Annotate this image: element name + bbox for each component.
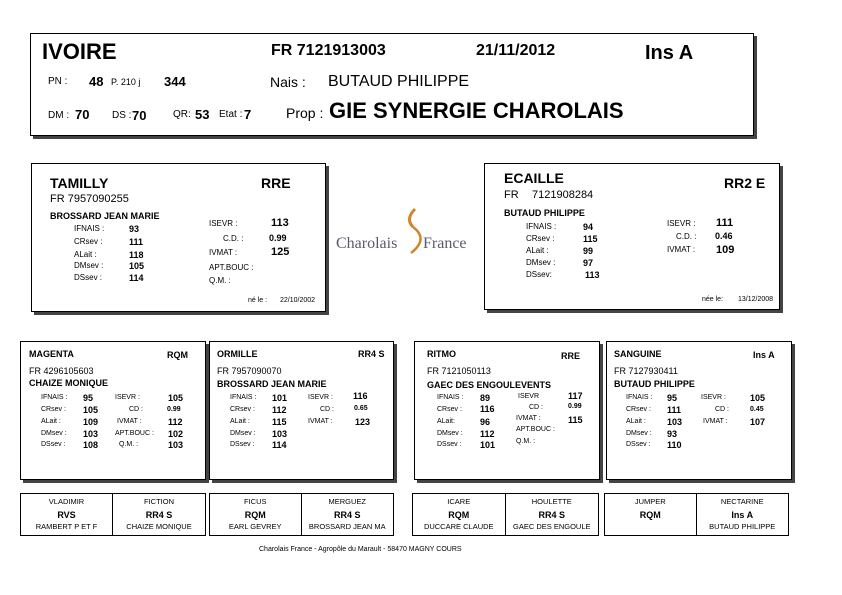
dam-alait: 99 <box>583 246 594 256</box>
gp-alait: 103 <box>667 417 683 427</box>
dam-cd-label: C.D. : <box>676 232 697 241</box>
gp-ivmat-label: IVMAT : <box>117 418 142 425</box>
gp-qm: 103 <box>168 440 184 450</box>
dm-label: DM : <box>48 110 70 121</box>
p210-value: 344 <box>164 74 186 89</box>
ggp-group-3 <box>412 493 599 536</box>
prop-value: GIE SYNERGIE CHAROLAIS <box>329 98 624 123</box>
ggp-name: MERGUEZ <box>328 497 366 506</box>
sire-id: FR 7957090255 <box>50 193 129 205</box>
gp-qm-label: Q.M. : <box>516 438 536 445</box>
gp-crsev: 112 <box>272 405 287 415</box>
gp-qualif: RQM <box>167 350 188 360</box>
gp-card-magenta <box>20 341 206 480</box>
gp-dmsev: 103 <box>272 429 288 439</box>
gp-isevr: 105 <box>750 393 766 403</box>
sire-crsev: 111 <box>129 237 144 247</box>
ggp-cell <box>506 494 599 535</box>
gp-ifnais: 89 <box>480 393 491 403</box>
gp-isevr-label: ISEVR <box>518 393 540 400</box>
gp-name: MAGENTA <box>29 349 74 359</box>
sire-cd-label: C.D. : <box>223 234 244 243</box>
pn-label: PN : <box>48 76 68 87</box>
ggp-name: FICTION <box>144 497 174 506</box>
sire-alait: 118 <box>129 250 144 260</box>
gp-dmsev-label: DMsev : <box>626 430 652 437</box>
gp-crsev-label: CRsev : <box>437 406 462 413</box>
ggp-qualif: RQM <box>448 510 470 520</box>
ggp-qualif: Ins A <box>731 510 754 520</box>
gp-cd-label: CD : <box>529 404 543 411</box>
p210-label: P. 210 j <box>111 77 141 87</box>
gp-aptbouc-label: APT.BOUC : <box>516 426 555 433</box>
dm-value: 70 <box>75 107 90 122</box>
gp-qm-label: Q.M. : <box>119 441 139 448</box>
gp-crsev: 105 <box>83 405 99 415</box>
gp-owner: BUTAUD PHILIPPE <box>614 379 695 389</box>
gp-cd: 0.99 <box>167 406 181 413</box>
gp-dssev: 108 <box>83 440 99 450</box>
dam-isevr-label: ISEVR : <box>667 219 696 228</box>
gp-qualif: Ins A <box>753 350 775 360</box>
ggp-name: JUMPER <box>634 497 666 506</box>
gp-ivmat: 123 <box>355 417 371 427</box>
gp-isevr: 105 <box>168 393 184 403</box>
dam-ivmat: 109 <box>716 244 735 256</box>
gp-dssev: 110 <box>667 440 682 450</box>
gp-alait: 115 <box>272 417 287 427</box>
gp-qualif: RR4 S <box>358 349 385 359</box>
gp-ivmat: 115 <box>568 415 583 425</box>
sire-ivmat: 125 <box>271 246 290 258</box>
sire-crsev-label: CRsev : <box>74 237 103 246</box>
animal-id: FR 7121913003 <box>271 42 386 59</box>
gp-name: SANGUINE <box>614 349 662 359</box>
ggp-qualif: RVS <box>57 510 76 520</box>
sire-dmsev-label: DMsev : <box>74 261 104 270</box>
gp-ivmat-label: IVMAT : <box>516 415 541 422</box>
gp-ivmat: 112 <box>168 417 183 427</box>
gp-cd: 0.99 <box>568 403 582 410</box>
sire-name: TAMILLY <box>50 175 109 191</box>
dam-ivmat-label: IVMAT : <box>667 245 696 254</box>
dam-crsev: 115 <box>583 234 598 244</box>
ggp-cell <box>302 494 394 535</box>
dam-qualif: RR2 E <box>724 175 766 191</box>
gp-ifnais: 95 <box>83 393 94 403</box>
gp-name: RITMO <box>427 349 456 359</box>
gp-dssev-label: DSsev : <box>41 441 66 448</box>
ggp-owner: EARL GEVREY <box>228 522 282 531</box>
gp-alait-label: ALait : <box>626 418 646 425</box>
gp-id: FR 7957090070 <box>217 366 282 376</box>
ggp-group-1 <box>20 493 206 536</box>
dam-born: 13/12/2008 <box>738 296 774 303</box>
animal-name: IVOIRE <box>42 39 117 64</box>
ggp-name: FICUS <box>244 497 267 506</box>
gp-dssev-label: DSsev : <box>626 441 651 448</box>
gp-ifnais-label: IFNAIS : <box>626 394 653 401</box>
gp-isevr-label: ISEVR : <box>701 394 726 401</box>
sire-alait-label: ALait : <box>74 250 97 259</box>
dam-born-label: née le: <box>702 296 724 303</box>
ggp-owner: CHAIZE MONIQUE <box>126 522 192 531</box>
gp-card-ormille <box>209 341 394 480</box>
animal-header-card <box>30 33 754 136</box>
charolais-france-logo <box>333 205 478 265</box>
ggp-qualif: RR4 S <box>538 510 565 520</box>
sire-dssev: 114 <box>129 273 144 283</box>
sire-qm-label: Q.M. : <box>209 276 231 285</box>
ggp-owner: BUTAUD PHILIPPE <box>709 522 776 531</box>
dam-id-prefix: FR <box>504 189 519 201</box>
ggp-owner: DUCCARE CLAUDE <box>423 522 494 531</box>
sire-born-label: né le : <box>248 297 268 304</box>
dam-crsev-label: CRsev : <box>526 234 555 243</box>
ggp-owner: BROSSARD JEAN MA <box>308 522 386 531</box>
sire-isevr-label: ISEVR : <box>209 219 238 228</box>
dam-dssev-label: DSsev: <box>526 270 552 279</box>
gp-cd-label: CD : <box>320 406 334 413</box>
dam-ifnais: 94 <box>583 222 594 232</box>
sire-qualif: RRE <box>261 175 291 191</box>
sire-cd: 0.99 <box>269 233 287 243</box>
gp-crsev: 111 <box>667 405 682 415</box>
gp-dmsev: 112 <box>480 429 495 439</box>
gp-ivmat-label: IVMAT : <box>308 418 333 425</box>
ggp-name: ICARE <box>447 497 471 506</box>
gp-dmsev-label: DMsev : <box>41 430 67 437</box>
ds-label: DS : <box>112 110 132 121</box>
dam-dssev: 113 <box>585 270 600 280</box>
gp-alait-label: ALait : <box>41 418 61 425</box>
ggp-cell <box>113 494 205 535</box>
animal-birth-date: 21/11/2012 <box>476 42 556 59</box>
gp-dmsev-label: DMsev : <box>437 430 463 437</box>
sire-isevr: 113 <box>271 217 289 229</box>
ggp-group-4 <box>604 493 789 536</box>
dam-cd: 0.46 <box>715 231 733 241</box>
gp-dssev: 101 <box>480 440 496 450</box>
gp-owner: GAEC DES ENGOULEVENTS <box>427 380 552 390</box>
gp-id: FR 4296105603 <box>29 366 94 376</box>
nais-value: BUTAUD PHILIPPE <box>328 73 470 90</box>
ggp-cell <box>210 494 302 535</box>
sire-ifnais-label: IFNAIS : <box>74 224 105 233</box>
gp-cd: 0.65 <box>354 405 368 412</box>
gp-ifnais-label: IFNAIS : <box>41 394 68 401</box>
gp-dmsev: 103 <box>83 429 99 439</box>
gp-isevr: 117 <box>568 391 583 401</box>
ggp-name: NECTARINE <box>720 497 764 506</box>
dam-dmsev: 97 <box>583 258 594 268</box>
gp-owner: BROSSARD JEAN MARIE <box>217 379 327 389</box>
ggp-owner: GAEC DES ENGOULE <box>512 522 591 531</box>
nais-label: Nais : <box>270 74 306 90</box>
gp-dssev: 114 <box>272 440 287 450</box>
dam-owner: BUTAUD PHILIPPE <box>504 208 585 218</box>
gp-crsev: 116 <box>480 404 495 414</box>
pn-value: 48 <box>89 74 104 89</box>
dam-alait-label: ALait : <box>526 246 549 255</box>
gp-crsev-label: CRsev : <box>626 406 651 413</box>
dam-dmsev-label: DMsev : <box>526 258 556 267</box>
prop-label: Prop : <box>286 105 324 121</box>
gp-dmsev-label: DMsev : <box>230 430 256 437</box>
sire-dmsev: 105 <box>129 261 145 271</box>
qr-value: 53 <box>195 107 210 122</box>
qr-label: QR: <box>173 109 191 120</box>
animal-qualif: Ins A <box>645 42 694 64</box>
etat-value: 7 <box>244 107 252 122</box>
gp-name: ORMILLE <box>217 349 258 359</box>
gp-dmsev: 93 <box>667 429 678 439</box>
gp-aptbouc: 102 <box>168 429 184 439</box>
logo-text-charolais: Charolais <box>336 235 398 252</box>
gp-qualif: RRE <box>561 351 581 361</box>
gp-ivmat: 107 <box>750 417 766 427</box>
gp-card-ritmo <box>414 341 600 480</box>
footer-address: Charolais France - Agropôle du Marault - 58470 MAGNY COURS <box>259 546 462 553</box>
dam-card <box>484 163 780 310</box>
ggp-group-2 <box>209 493 394 536</box>
gp-alait-label: ALait: <box>437 418 455 425</box>
gp-card-sanguine <box>606 341 792 480</box>
gp-aptbouc-label: APT.BOUC : <box>115 430 154 437</box>
sire-aptbouc-label: APT.BOUC : <box>209 263 254 272</box>
dam-ifnais-label: IFNAIS : <box>526 222 557 231</box>
ggp-qualif: RQM <box>639 510 661 520</box>
ggp-cell <box>605 494 697 535</box>
sire-born: 22/10/2002 <box>280 297 316 304</box>
dam-isevr: 111 <box>716 217 734 229</box>
gp-alait: 96 <box>480 417 491 427</box>
gp-ifnais: 101 <box>272 393 288 403</box>
gp-cd-label: CD : <box>129 406 143 413</box>
sire-ifnais: 93 <box>129 224 140 234</box>
dam-name: ECAILLE <box>504 170 564 186</box>
ggp-cell <box>697 494 789 535</box>
gp-crsev-label: CRsev : <box>230 406 255 413</box>
ggp-cell <box>21 494 113 535</box>
gp-isevr-label: ISEVR : <box>308 394 333 401</box>
ggp-name: VLADIMIR <box>48 497 85 506</box>
gp-alait: 109 <box>83 417 99 427</box>
gp-id: FR 7121050113 <box>427 366 491 376</box>
gp-dssev-label: DSsev : <box>437 441 462 448</box>
sire-owner: BROSSARD JEAN MARIE <box>50 211 160 221</box>
gp-isevr: 116 <box>353 391 368 401</box>
gp-cd-label: CD : <box>715 406 729 413</box>
gp-ifnais-label: IFNAIS : <box>230 394 257 401</box>
gp-ivmat-label: IVMAT : <box>703 418 728 425</box>
ggp-qualif: RQM <box>244 510 266 520</box>
dam-id: 7121908284 <box>532 189 594 201</box>
gp-id: FR 7127930411 <box>614 366 678 376</box>
ggp-qualif: RR4 S <box>333 510 361 520</box>
gp-isevr-label: ISEVR : <box>115 394 140 401</box>
ggp-name: HOULETTE <box>531 497 572 506</box>
gp-cd: 0.45 <box>750 406 764 413</box>
gp-ifnais-label: IFNAIS : <box>437 394 464 401</box>
gp-dssev-label: DSsev : <box>230 441 255 448</box>
sire-ivmat-label: IVMAT : <box>209 248 238 257</box>
gp-owner: CHAIZE MONIQUE <box>29 378 109 388</box>
ggp-qualif: RR4 S <box>145 510 173 520</box>
logo-text-france: France <box>423 235 467 252</box>
etat-label: Etat : <box>219 109 243 120</box>
sire-dssev-label: DSsev : <box>74 273 103 282</box>
ggp-cell <box>413 494 506 535</box>
sire-card <box>31 163 326 312</box>
gp-crsev-label: CRsev : <box>41 406 66 413</box>
gp-alait-label: ALait : <box>230 418 250 425</box>
ggp-owner: RAMBERT P ET F <box>35 522 98 531</box>
ds-value: 70 <box>132 108 147 123</box>
gp-ifnais: 95 <box>667 393 678 403</box>
